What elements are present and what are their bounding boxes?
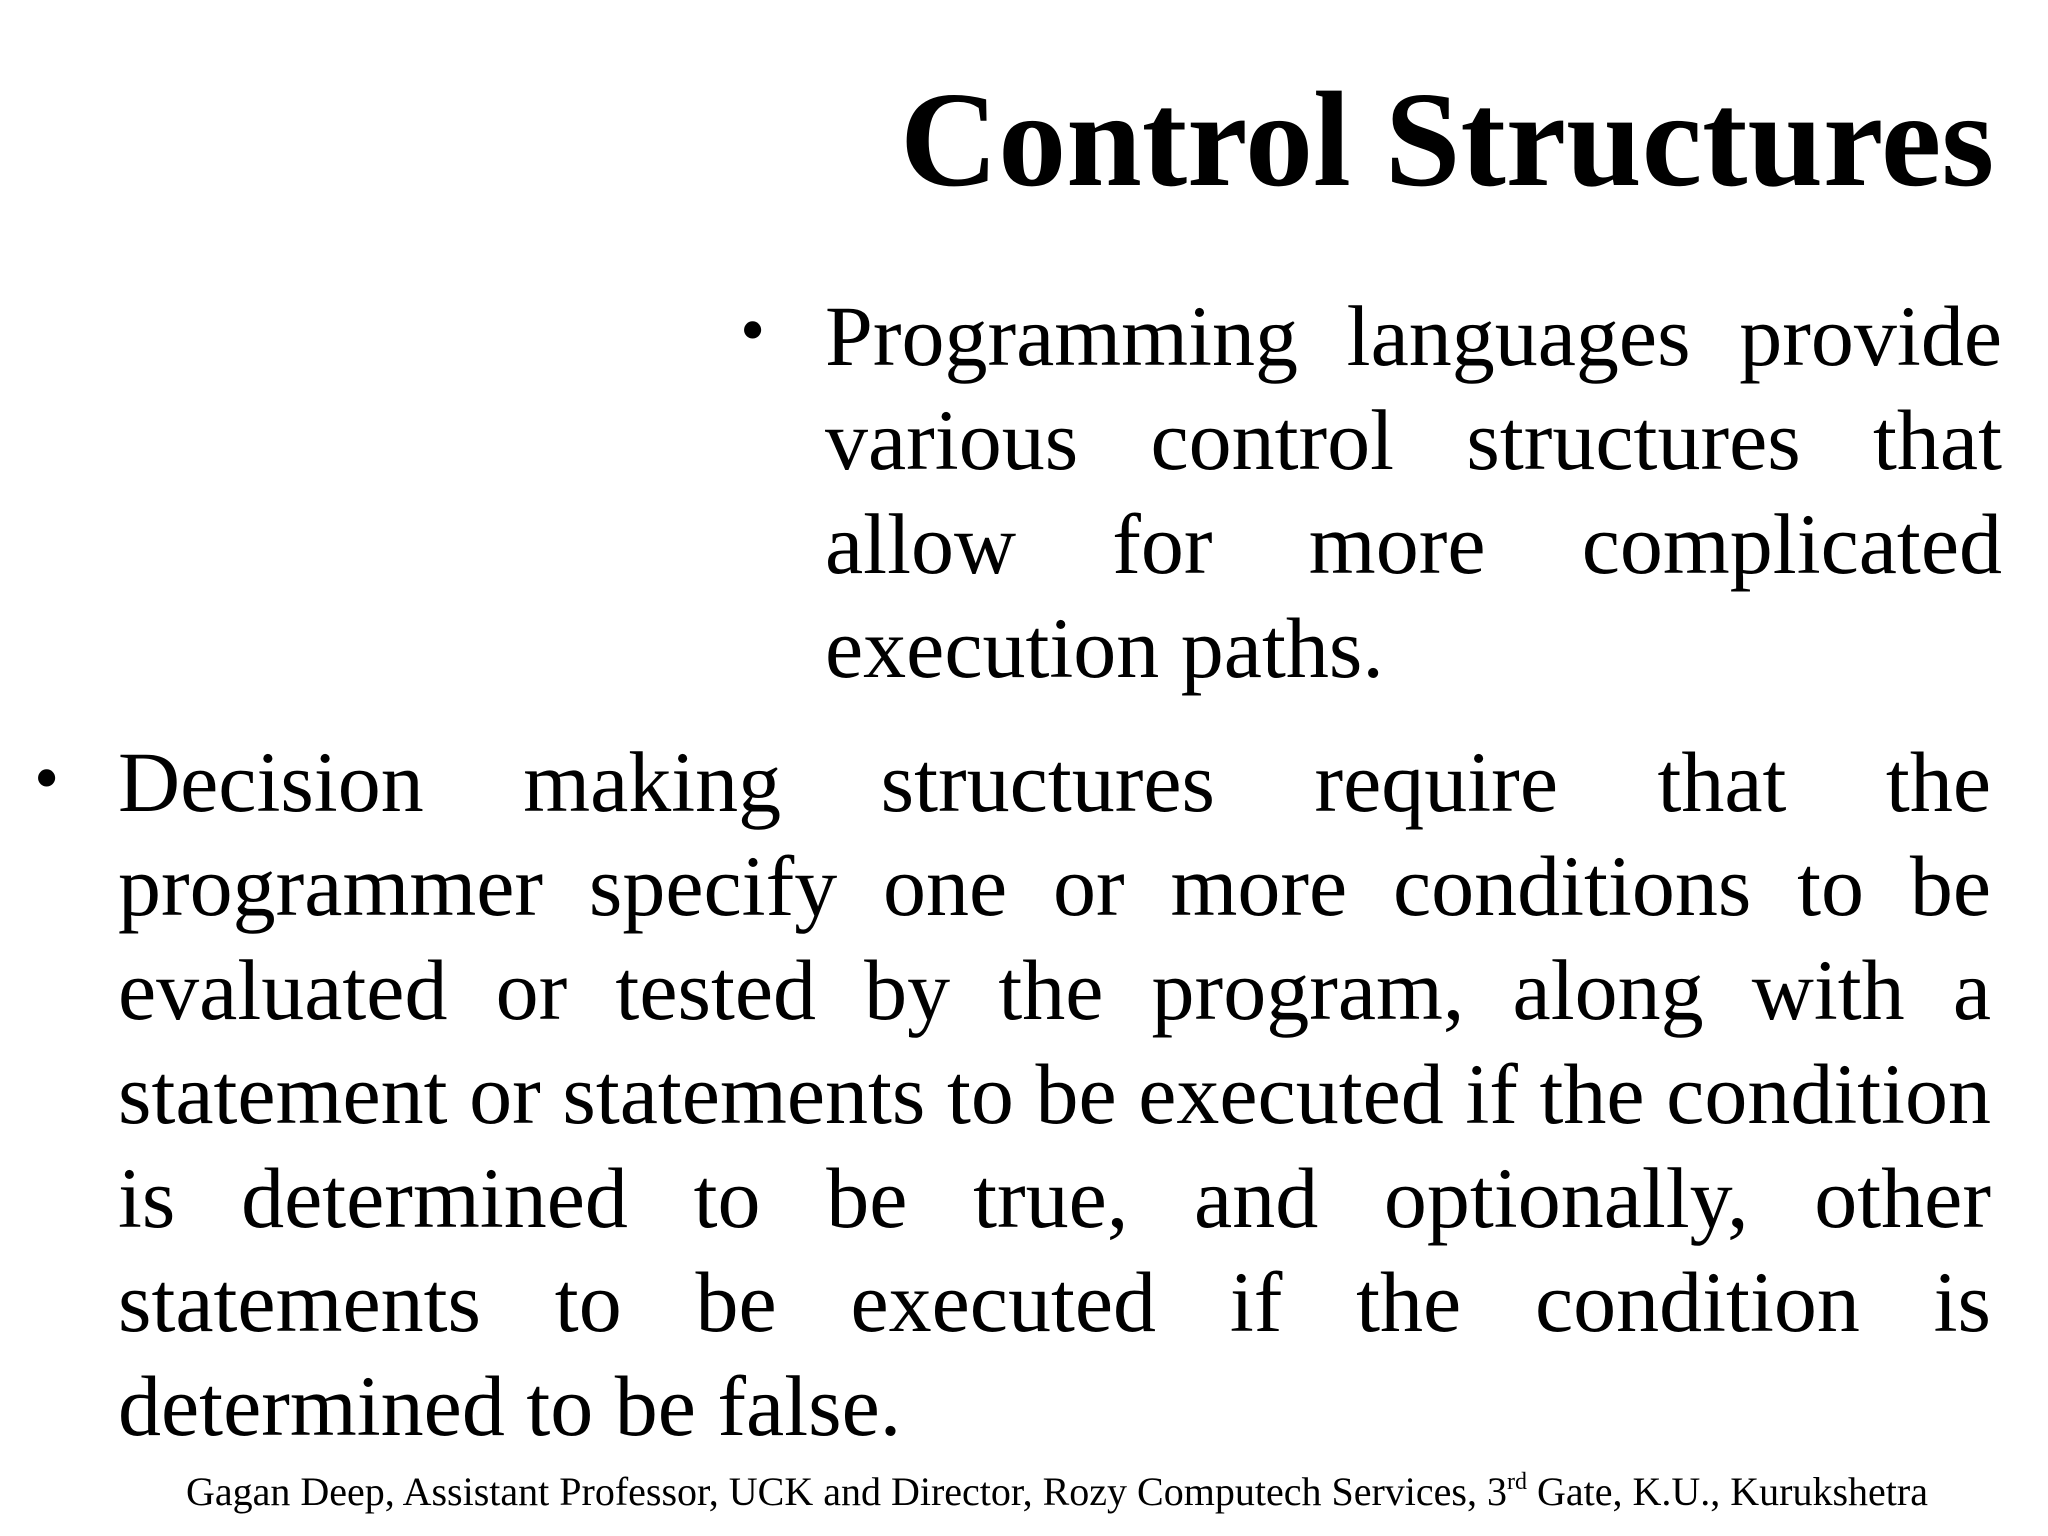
bullet-text: Decision making structures require that the programmer specify one or more conditions to be evaluated or tested by the program, along with a statement or statements to be executed if the condition is determined to be true, and optionally, other statements to be executed if the condition is determined to be false.	[118, 734, 1991, 1454]
slide-title: Control Structures	[900, 65, 1995, 215]
footer-text: Gagan Deep, Assistant Professor, UCK and Director, Rozy Computech Services, 3	[186, 1469, 1507, 1514]
bullet-marker: •	[34, 738, 60, 818]
bullet-marker: •	[740, 290, 766, 370]
slide-footer	[186, 1468, 1986, 1516]
footer-text-end: Gate, K.U., Kurukshetra	[1526, 1469, 1928, 1514]
bullet-item-execution-paths	[740, 284, 2008, 700]
footer-superscript: rd	[1506, 1469, 1527, 1495]
bullet-item-decision-making	[34, 730, 1996, 1458]
bullet-text: Programming languages provide various control structures that allow for more complicated execution paths.	[825, 288, 2002, 696]
